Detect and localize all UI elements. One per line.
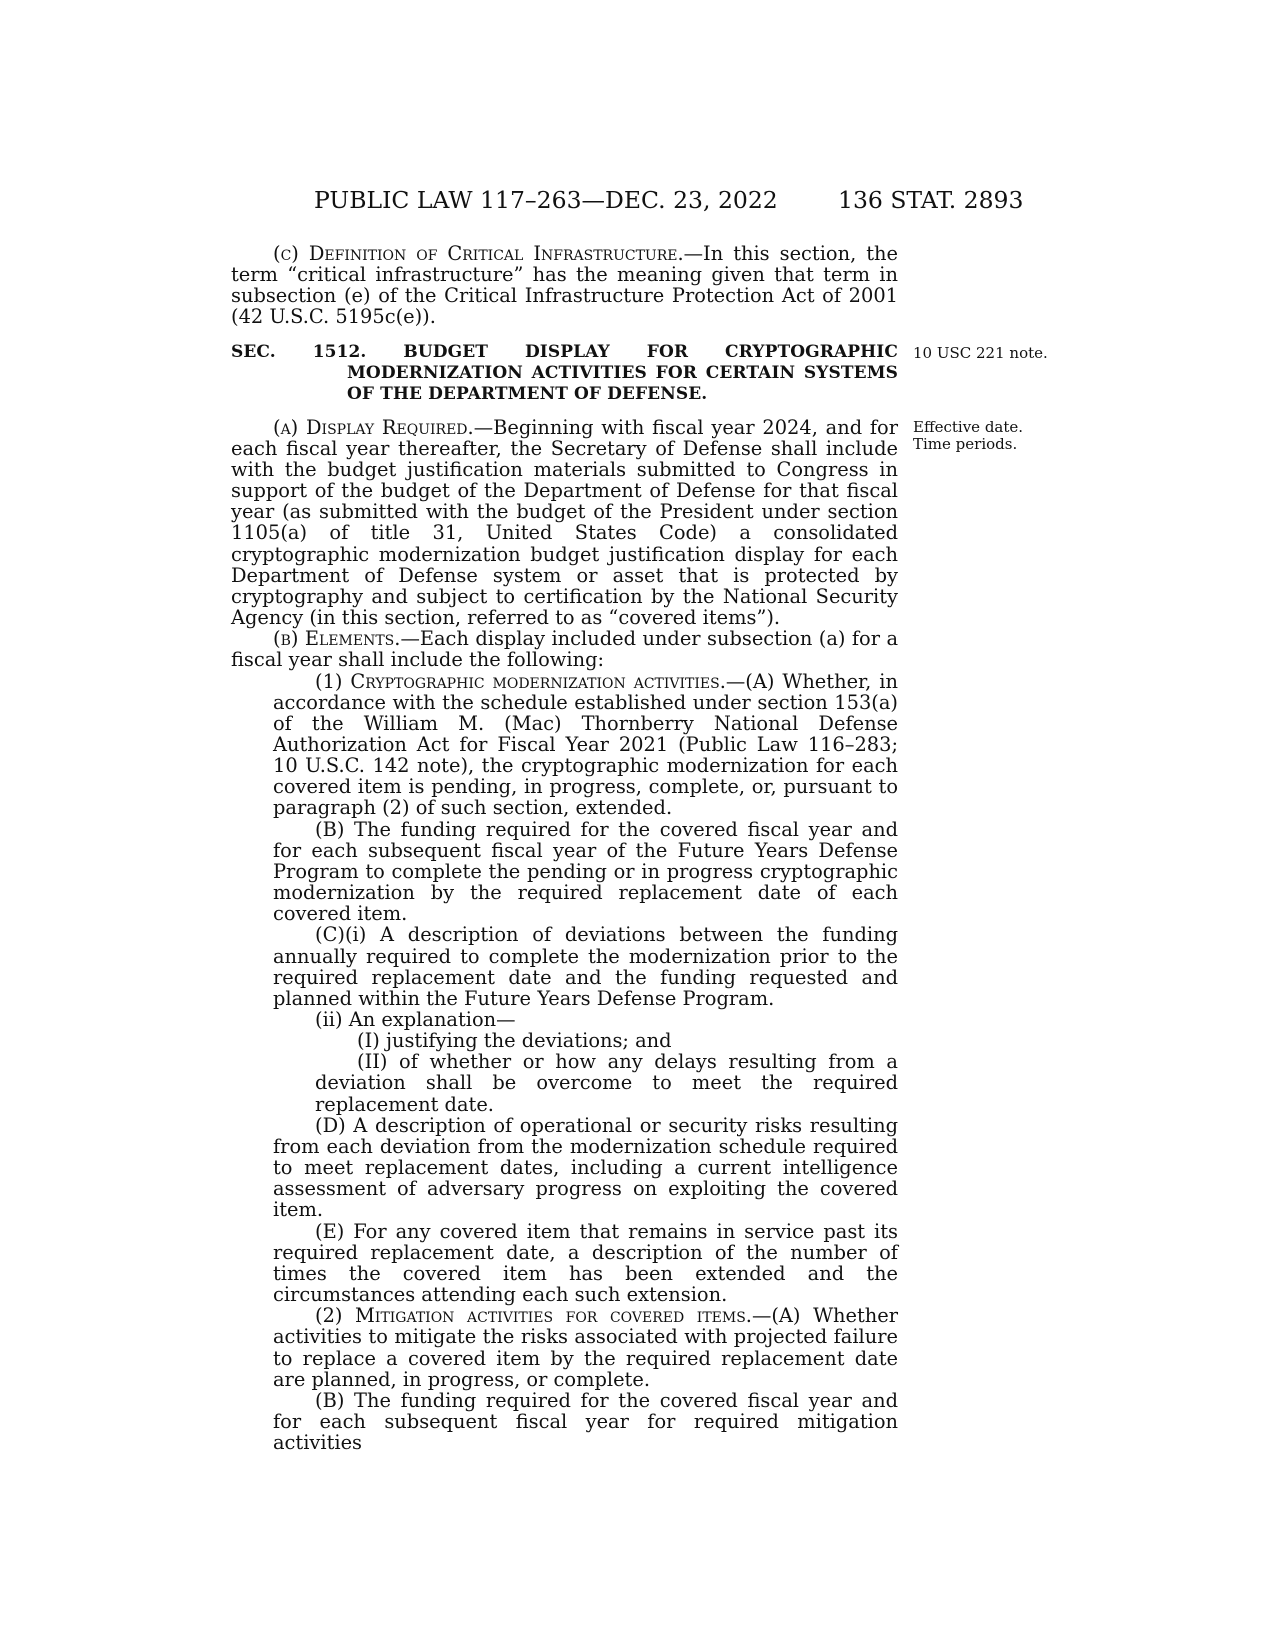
running-header-title: PUBLIC LAW 117–263—DEC. 23, 2022 bbox=[314, 186, 778, 214]
subsection-a-heading: (a) Display Required. bbox=[273, 415, 474, 439]
paragraph-block bbox=[231, 671, 898, 1031]
paragraph-1-heading: (1) Cryptographic modernization activities. bbox=[315, 669, 726, 693]
paragraph-2-heading: (2) Mitigation activities for covered items. bbox=[315, 1304, 752, 1328]
section-1512-heading: SEC. 1512. BUDGET DISPLAY FOR CRYPTOGRAPHIC MODERNIZATION ACTIVITIES FOR CERTAIN SYSTEMS OF THE DEPARTMENT OF DEFENSE. bbox=[231, 341, 898, 404]
paragraph-1-C-ii: (ii) An explanation— bbox=[315, 1008, 516, 1031]
subsection-c-text: —In this section, the term “critical infrastructure” has the meaning given that term in subsection (e) of the Critical Infrastructure Protection Act of 2001 (42 U.S.C. 5195c(e)). bbox=[231, 242, 898, 329]
subsection-b-text: —Each display included under subsection (a) for a fiscal year shall include the following: bbox=[231, 627, 899, 672]
clause-block bbox=[231, 1030, 898, 1115]
subsection-c-heading: (c) Definition of Critical Infrastructure. bbox=[273, 242, 684, 265]
margin-note-time-periods-text: Time periods. bbox=[913, 435, 1018, 453]
paragraph-2-A bbox=[273, 1305, 898, 1390]
paragraph-block-2 bbox=[231, 1115, 898, 1454]
subsection-a bbox=[231, 417, 898, 629]
clause-I: (I) justifying the deviations; and bbox=[357, 1029, 672, 1053]
paragraph-2-B: (B) The funding required for the covered fiscal year and for each subsequent fiscal year for required mitigation activities bbox=[273, 1388, 898, 1455]
margin-note-effective-date-text: Effective date. bbox=[913, 418, 1024, 436]
subsection-b bbox=[231, 628, 898, 670]
document-body bbox=[231, 243, 898, 1453]
margin-note-usc: 10 USC 221 note. bbox=[913, 344, 1048, 362]
subsection-c bbox=[231, 243, 898, 328]
paragraph-1-B: (B) The funding required for the covered fiscal year and for each subsequent fiscal year of the Future Years Defense Program to complete the pending or in progress cryptographic modernization by the required replacement date of each covered item. bbox=[273, 817, 898, 926]
paragraph-2-A-text: —(A) Whether activities to mitigate the risks associated with projected failure to replace a covered item by the required replacement date are planned, in progress, or complete. bbox=[273, 1304, 899, 1391]
paragraph-1-E: (E) For any covered item that remains in service past its required replacement date, a description of the number of times the covered item has been extended and the circumstances attending each such extension. bbox=[273, 1219, 898, 1307]
subsection-a-text: —Beginning with fiscal year 2024, and for each fiscal year thereafter, the Secretary of Defense shall include with the budget justification materials submitted to Congress in support of the budget of the Department of Defense for that fiscal year (as submitted with the budget of the President under section 1105(a) of title 31, United States Code) a consolidated cryptographic modernization budget justification display for each Department of Defense system or asset that is protected by cryptography and subject to certification by the National Security Agency (in this section, referred to as “covered items”). bbox=[231, 415, 898, 630]
subsection-b-heading: (b) Elements. bbox=[273, 627, 401, 651]
paragraph-1-A-text: —(A) Whether, in accordance with the schedule established under section 153(a) of the William M. (Mac) Thornberry National Defense Authorization Act for Fiscal Year 2021 (Public Law 116–283; 10 U.S.C. 142 note), the cryptographic modernization for each covered item is pending, in progress, complete, or, pursuant to paragraph (2) of such section, extended. bbox=[273, 669, 898, 820]
running-header-page-number: 136 STAT. 2893 bbox=[838, 186, 1024, 214]
margin-note-effective-date bbox=[913, 419, 1023, 453]
clause-II: (II) of whether or how any delays resulting from a deviation shall be overcome to meet the required replacement date. bbox=[315, 1050, 898, 1116]
paragraph-1-C-i: (C)(i) A description of deviations between the funding annually required to complete the modernization prior to the required replacement date and the funding requested and planned within the Future Years Defense Program. bbox=[273, 923, 898, 1010]
paragraph-1-A bbox=[273, 671, 898, 819]
paragraph-1-D: (D) A description of operational or security risks resulting from each deviation from the modernization schedule required to meet replacement dates, including a current intelligence assessment of adversary progress on exploiting the covered item. bbox=[273, 1113, 898, 1222]
